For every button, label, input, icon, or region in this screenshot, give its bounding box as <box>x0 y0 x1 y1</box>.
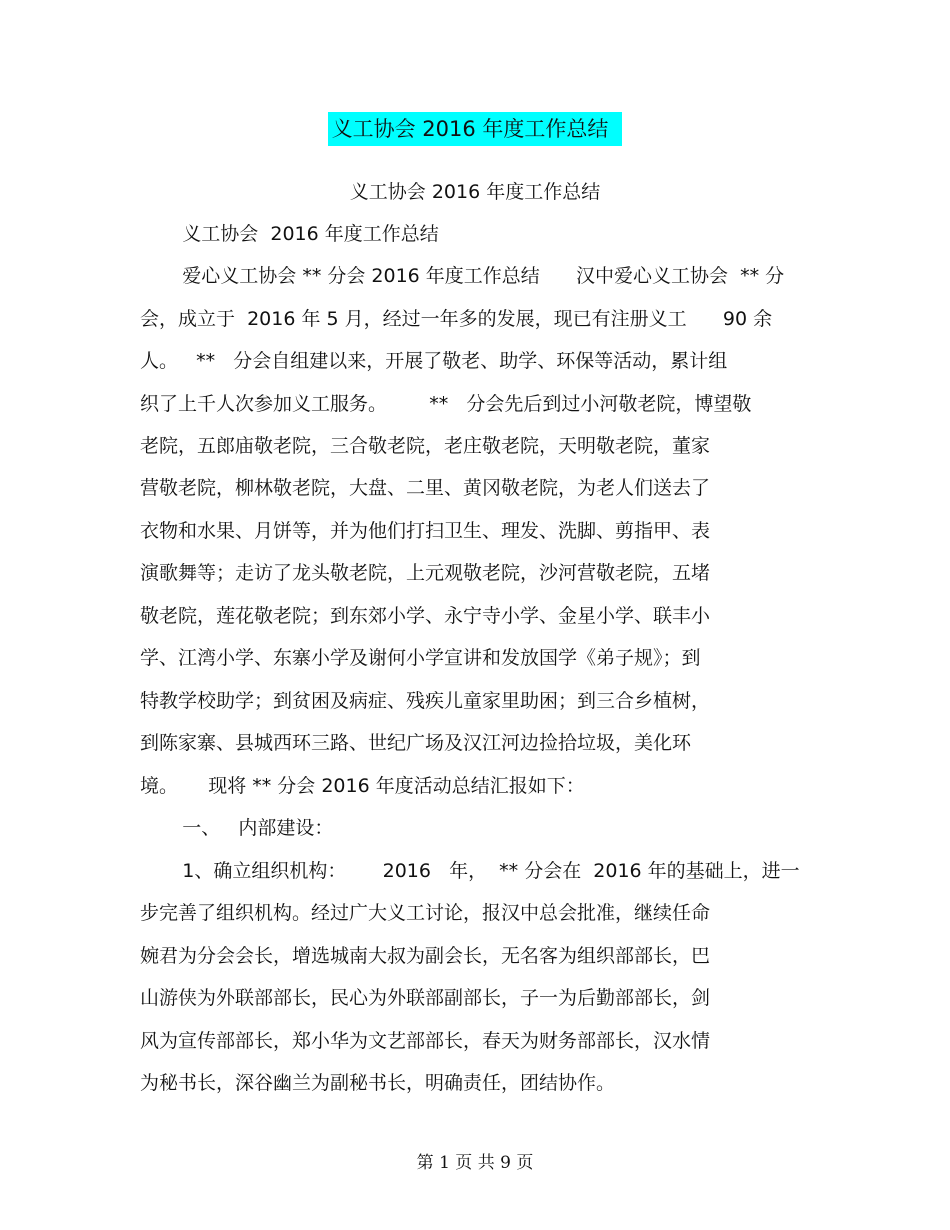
document-title: 义工协会 2016 年度工作总结 <box>328 112 623 146</box>
title-container <box>0 112 950 146</box>
body-line: 营敬老院，柳林敬老院，大盘、二里、黄冈敬老院，为老人们送去了 <box>140 477 711 499</box>
document-subtitle: 义工协会 2016 年度工作总结 <box>349 181 601 203</box>
body-line: 老院，五郎庙敬老院，三合敬老院，老庄敬老院，天明敬老院，董家 <box>140 435 711 457</box>
body-line: 人。 ** 分会自组建以来，开展了敬老、助学、环保等活动，累计组 <box>140 350 728 372</box>
body-line: 特教学校助学；到贫困及病症、残疾儿童家里助困；到三合乡植树， <box>140 690 711 712</box>
body-line: 到陈家寨、县城西环三路、世纪广场及汉江河边捡拾垃圾，美化环 <box>140 732 692 754</box>
body-line: 为秘书长，深谷幽兰为副秘书长，明确责任，团结协作。 <box>140 1072 616 1094</box>
body-line: 敬老院，莲花敬老院；到东郊小学、永宁寺小学、金星小学、联丰小 <box>140 605 711 627</box>
body-line: 婉君为分会会长，增选城南大叔为副会长，无名客为组织部部长，巴 <box>140 945 711 967</box>
body-line: 1、确立组织机构： 2016 年， ** 分会在 2016 年的基础上，进一 <box>140 860 800 882</box>
body-line: 学、江湾小学、东寨小学及谢何小学宣讲和发放国学《弟子规》；到 <box>140 647 701 669</box>
body-line: 义工协会 2016 年度工作总结 <box>140 223 439 245</box>
body-line: 衣物和水果、月饼等，并为他们打扫卫生、理发、洗脚、剪指甲、表 <box>140 520 711 542</box>
body-line: 境。 现将 ** 分会 2016 年度活动总结汇报如下： <box>140 775 585 797</box>
page-footer: 第 1 页 共 9 页 <box>416 1153 534 1173</box>
body-line: 爱心义工协会 ** 分会 2016 年度工作总结 汉中爱心义工协会 ** 分 <box>140 265 785 287</box>
body-line: 织了上千人次参加义工服务。 ** 分会先后到过小河敬老院，博望敬 <box>140 393 752 415</box>
body-line: 演歌舞等；走访了龙头敬老院，上元观敬老院，沙河营敬老院，五堵 <box>140 562 711 584</box>
body-line: 风为宣传部部长，郑小华为文艺部部长，春天为财务部部长，汉水情 <box>140 1030 711 1052</box>
section-heading: 一、 内部建设： <box>140 817 334 839</box>
body-line: 山游侠为外联部部长，民心为外联部副部长，子一为后勤部部长，剑 <box>140 987 711 1009</box>
body-line: 步完善了组织机构。经过广大义工讨论，报汉中总会批准，继续任命 <box>140 902 711 924</box>
body-line: 会，成立于 2016 年 5 月，经过一年多的发展，现已有注册义工 90 余 <box>140 308 773 330</box>
